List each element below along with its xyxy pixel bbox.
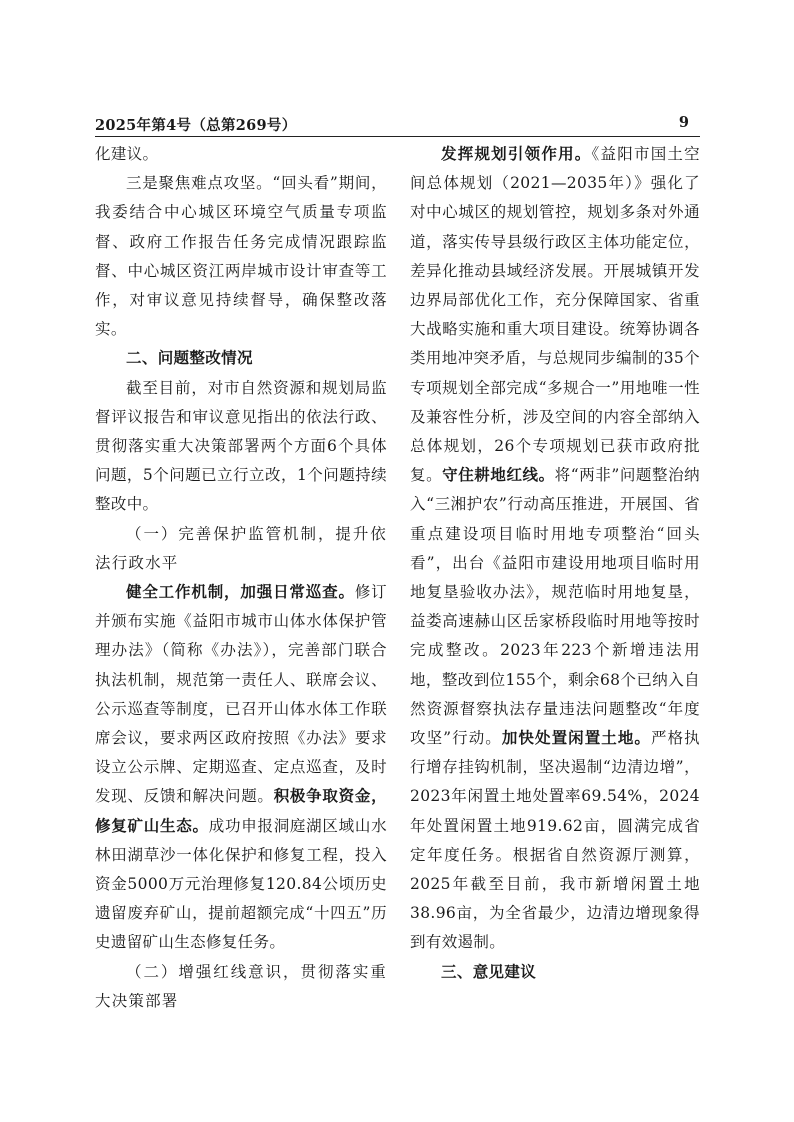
bold-lead-farmland: 守住耕地红线。 — [442, 466, 555, 485]
bold-lead-mechanism: 健全工作机制，加强日常巡查。 — [126, 583, 355, 602]
issue-label: 2025年第4号（总第269号） — [95, 117, 297, 134]
subheading-redline: （二）增强红线意识，贯彻落实重大决策部署 — [95, 962, 387, 1010]
page-number: 9 — [678, 114, 689, 131]
subheading-supervision: （一）完善保护监管机制，提升依法行政水平 — [95, 524, 387, 572]
text-mechanism: 修订并颁布实施《益阳市城市山体水体保护管理办法》（简称《办法》），完善部门联合执法机制，规范第一责任人、联席会议、公示巡查等制度，已召开山体水体工作联席会议，要求两区政府按照《办法》要求设立公示牌、定期巡查、定点巡查，及时发现、反馈和解决问题。 — [95, 583, 388, 806]
right-column — [410, 140, 700, 987]
bold-lead-funding: 积极争取资金，修复矿山生态。 — [95, 787, 387, 835]
text-farmland: 将“两非”问题整治纳入“三湘护农”行动高压推进，开展国、省重点建设项目临时用地专项整治“回头看”，出台《益阳市建设用地项目临时用地复垦验收办法》，规范临时用地复垦，益娄高速赫山区岳家桥段临时用地等按时完成整改。2023年223个新增违法用地，整改到位155个，剩余68个已纳入自然资源督察执法存量违法问题整改“年度攻坚”行动。 — [410, 466, 700, 748]
section-heading-rectification: 二、问题整改情况 — [126, 349, 253, 368]
page-header — [95, 114, 695, 138]
paragraph-planning — [410, 140, 700, 958]
text-funding: 成功申报洞庭湖区域山水林田湖草沙一体化保护和修复工程，投入资金5000万元治理修复120.84公顷历史遗留废弃矿山，提前超额完成“十四五”历史遗留矿山生态修复任务。 — [95, 816, 388, 952]
paragraph-focus-difficulties: 三是聚焦难点攻坚。“回头看”期间，我委结合中心城区环境空气质量专项监督、政府工作报告任务完成情况跟踪监督、中心城区资江两岸城市设计审查等工作，对审议意见持续督导，确保整改落实。 — [95, 174, 387, 339]
bold-lead-planning: 发挥规划引领作用。 — [441, 145, 592, 163]
header-rule — [95, 136, 700, 137]
bold-lead-idle-land: 加快处置闲置土地。 — [501, 729, 651, 748]
section-heading-suggestions: 三、意见建议 — [441, 962, 537, 981]
paragraph-continuation: 化建议。 — [95, 145, 159, 163]
text-planning: 《益阳市国土空间总体规划（2021—2035年）》强化了对中心城区的规划管控，规划多条对外通道，落实传导县级行政区主体功能定位，差异化推动县域经济发展。开展城镇开发边界局部优化工作，充分保障国家、省重大战略实施和重大项目建设。统筹协调各类用地冲突矛盾，与总规同步编制的35个专项规划全部完成“多规合一”用地唯一性及兼容性分析，涉及空间的内容全部纳入总体规划，26个专项规划已获市政府批复。 — [410, 145, 701, 485]
text-idle-land: 严格执行增存挂钩机制，坚决遏制“边清边增”，2023年闲置土地处置率69.54%，2024年处置闲置土地919.62亩，圆满完成省定年度任务。根据省自然资源厅测算，2025年截至目前，我市新增闲置土地38.96亩，为全省最少，边清边增现象得到有效遏制。 — [410, 729, 700, 952]
paragraph-mechanism — [95, 578, 387, 958]
paragraph-status: 截至目前，对市自然资源和规划局监督评议报告和审议意见指出的依法行政、贯彻落实重大决策部署两个方面6个具体问题，5个问题已立行立改，1个问题持续整改中。 — [95, 378, 387, 514]
left-column — [95, 140, 387, 1016]
